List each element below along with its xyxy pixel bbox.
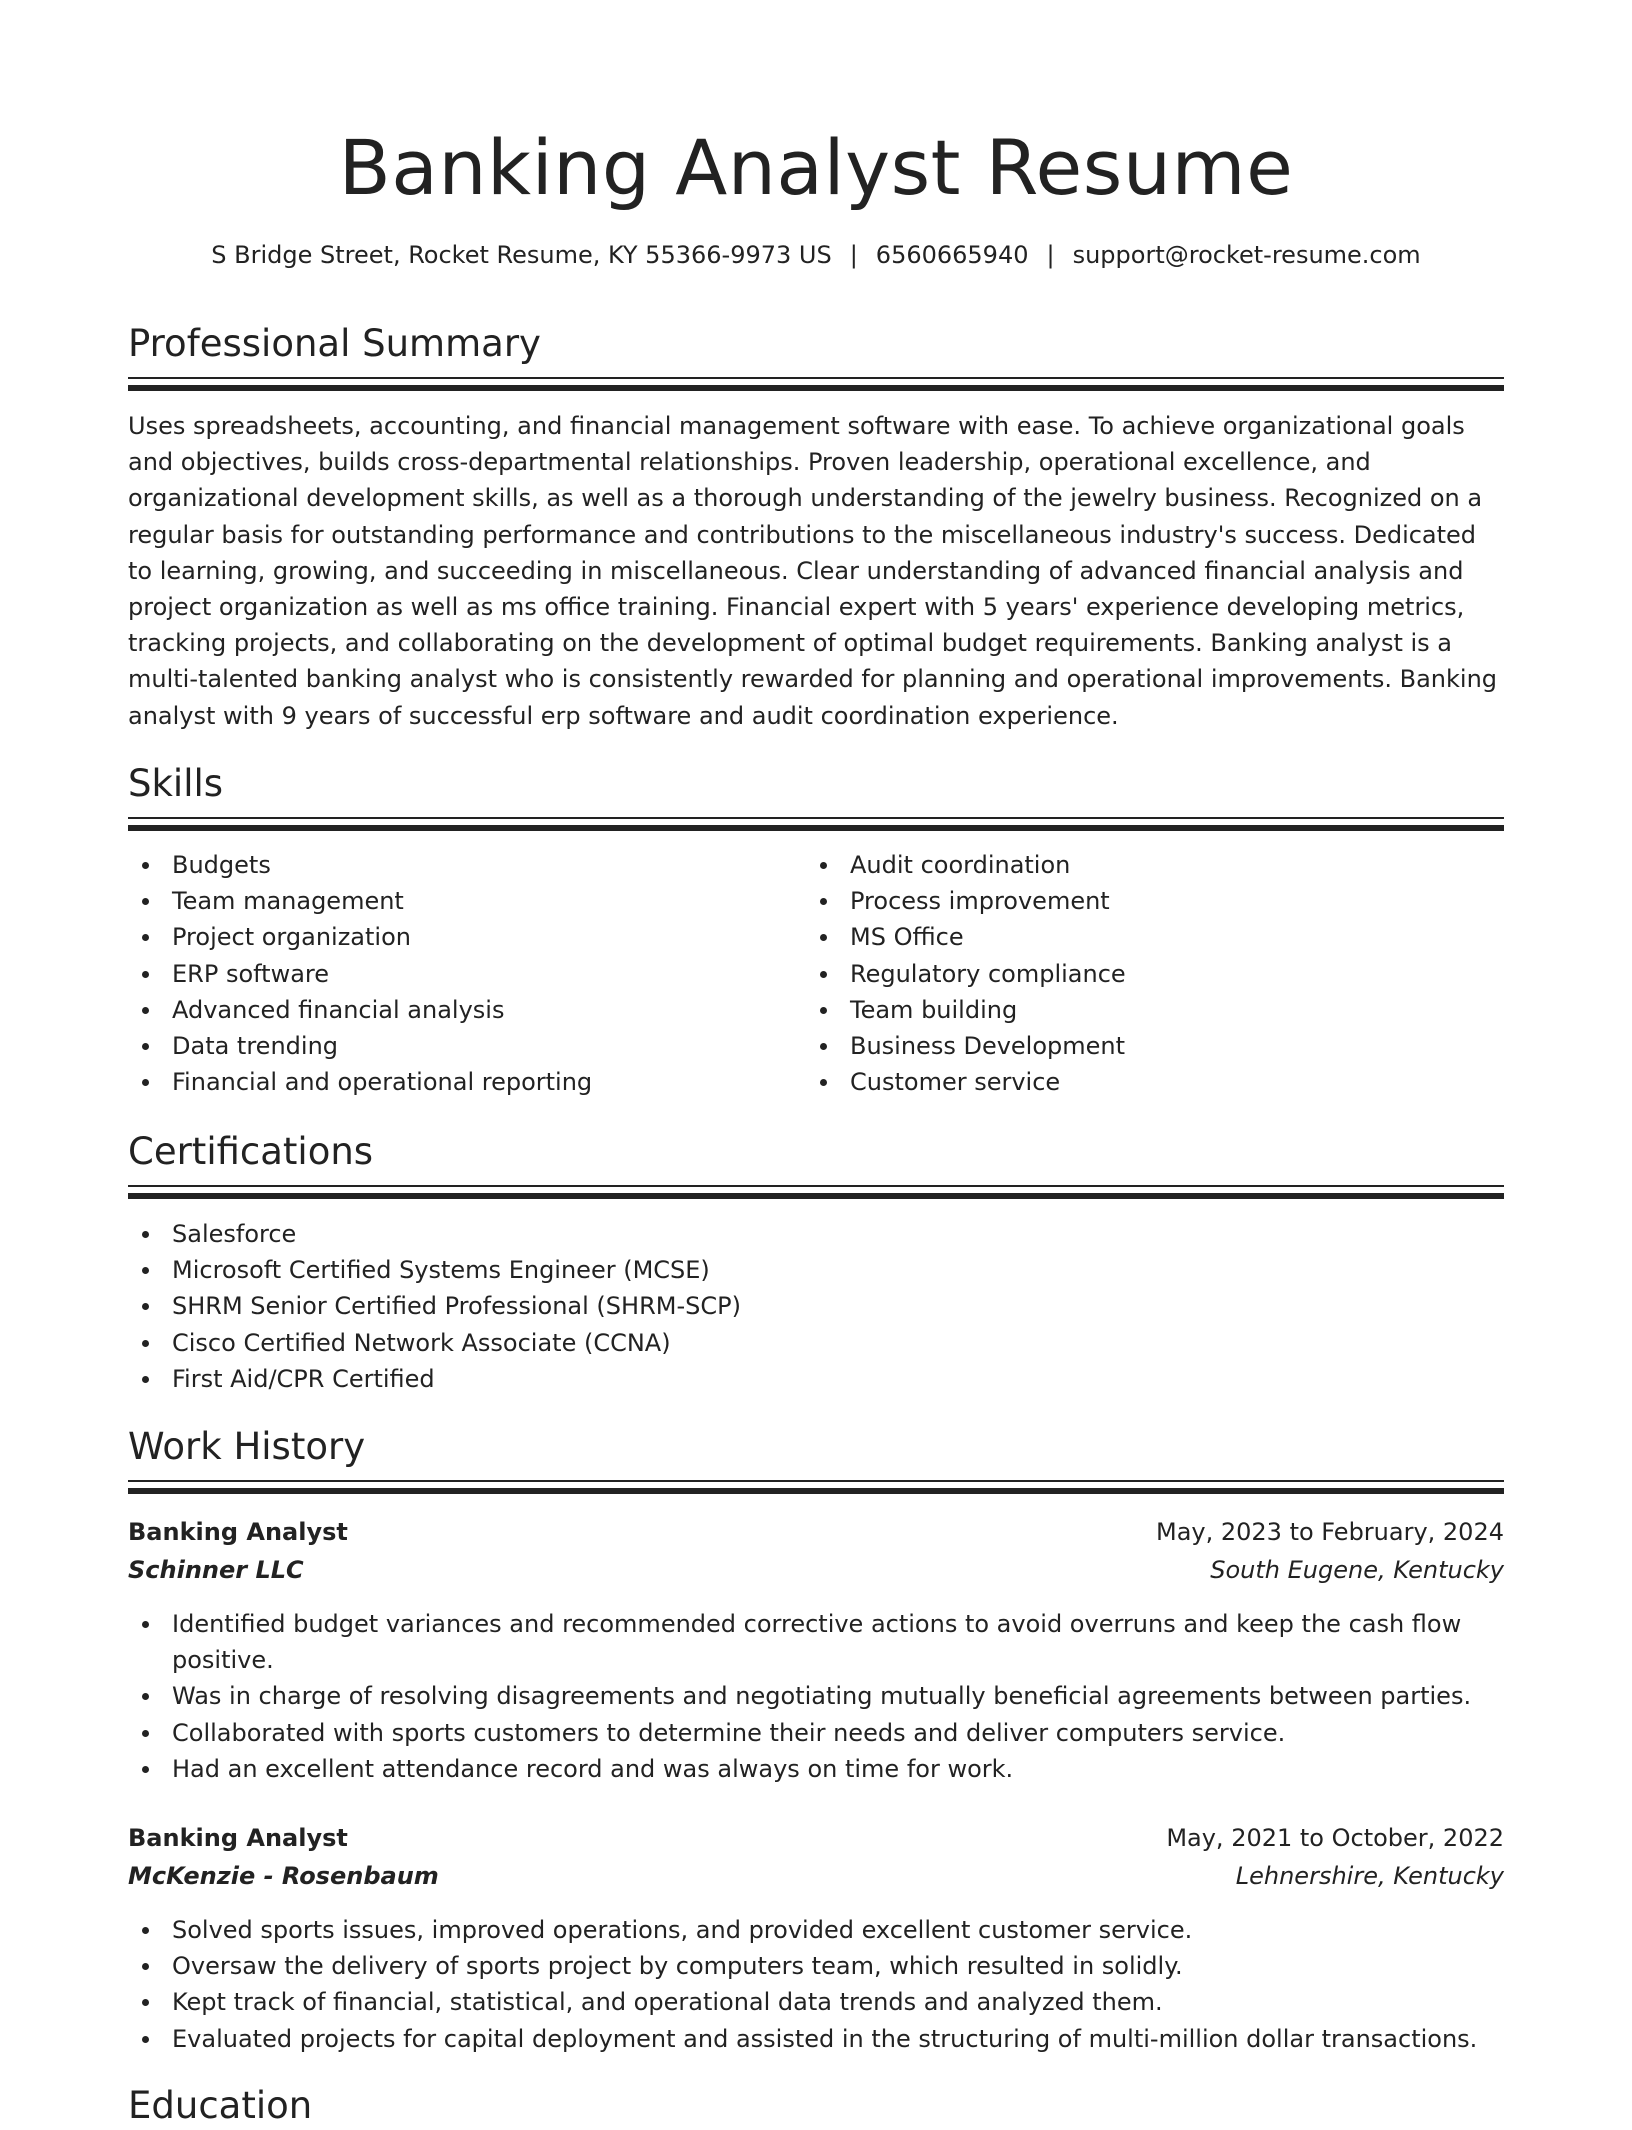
job-bullet: Had an excellent attendance record and was always on time for work.	[128, 1751, 1504, 1787]
contact-line	[128, 238, 1504, 272]
section-title-education: Education	[128, 2084, 313, 2127]
skill-item: Team management	[128, 883, 768, 919]
skill-item: Financial and operational reporting	[128, 1064, 768, 1100]
job-location: South Eugene, Kentucky	[1210, 1556, 1504, 1584]
certification-item: SHRM Senior Certified Professional (SHRM-SCP)	[128, 1288, 1504, 1324]
job-title: Banking Analyst	[128, 1824, 348, 1852]
job-bullet: Identified budget variances and recommended corrective actions to avoid overruns and keep the cash flow positive.	[128, 1606, 1504, 1678]
skill-item: Project organization	[128, 919, 768, 955]
job-bullet: Was in charge of resolving disagreements and negotiating mutually beneficial agreements between parties.	[128, 1678, 1504, 1714]
job-dates: May, 2021 to October, 2022	[1166, 1824, 1504, 1852]
contact-separator: |	[1046, 241, 1055, 269]
summary-text: Uses spreadsheets, accounting, and financial management software with ease. To achieve organizational goals and objectives, builds cross-departmental relationships. Proven leadership, operational excellence, and organizational development skills, as well as a thorough understanding of the jewelry business. Recognized on a regular basis for outstanding performance and contributions to the miscellaneous industry's success. Dedicated to learning, growing, and succeeding in miscellaneous. Clear understanding of advanced financial analysis and project organization as well as ms office training. Financial expert with 5 years' experience developing metrics, tracking projects, and collaborating on the development of optimal budget requirements. Banking analyst is a multi-talented banking analyst who is consistently rewarded for planning and operational improvements. Banking analyst with 9 years of successful erp software and audit coordination experience.	[128, 412, 1498, 730]
skills-right-column	[806, 847, 1446, 1100]
section-title-certifications: Certifications	[128, 1130, 374, 1173]
job-dates: May, 2023 to February, 2024	[1156, 1518, 1504, 1546]
job-bullet: Evaluated projects for capital deployment and assisted in the structuring of multi-million dollar transactions.	[128, 2021, 1504, 2057]
section-divider	[128, 1185, 1504, 1199]
certification-item: First Aid/CPR Certified	[128, 1361, 1504, 1397]
job-bullet: Collaborated with sports customers to determine their needs and deliver computers service.	[128, 1715, 1504, 1751]
certifications-list	[128, 1216, 1504, 1397]
section-title-skills: Skills	[128, 762, 224, 805]
contact-separator: |	[849, 241, 858, 269]
skill-item: Team building	[806, 992, 1446, 1028]
job-location: Lehnershire, Kentucky	[1235, 1862, 1504, 1890]
skill-item: Advanced financial analysis	[128, 992, 768, 1028]
job-header	[128, 1819, 1504, 1895]
skill-item: Budgets	[128, 847, 768, 883]
contact-email: support@rocket-resume.com	[1072, 241, 1421, 269]
skill-item: Audit coordination	[806, 847, 1446, 883]
job-header	[128, 1513, 1504, 1589]
skill-item: Business Development	[806, 1028, 1446, 1064]
certification-item: Salesforce	[128, 1216, 1504, 1252]
section-divider	[128, 377, 1504, 391]
skill-item: Data trending	[128, 1028, 768, 1064]
job-bullet: Kept track of financial, statistical, and operational data trends and analyzed them.	[128, 1984, 1504, 2020]
contact-phone: 6560665940	[875, 241, 1029, 269]
job-bullets	[128, 1606, 1504, 1787]
section-divider	[128, 817, 1504, 831]
job-company: Schinner LLC	[128, 1556, 304, 1584]
contact-address: S Bridge Street, Rocket Resume, KY 55366-9973 US	[211, 241, 832, 269]
section-title-work-history: Work History	[128, 1425, 366, 1468]
section-title-summary: Professional Summary	[128, 322, 541, 365]
skill-item: MS Office	[806, 919, 1446, 955]
skills-left-column	[128, 847, 768, 1100]
skill-item: Customer service	[806, 1064, 1446, 1100]
job-bullets	[128, 1912, 1504, 2057]
skill-item: Process improvement	[806, 883, 1446, 919]
certification-item: Cisco Certified Network Associate (CCNA)	[128, 1325, 1504, 1361]
certification-item: Microsoft Certified Systems Engineer (MCSE)	[128, 1252, 1504, 1288]
skill-item: Regulatory compliance	[806, 956, 1446, 992]
skill-item: ERP software	[128, 956, 768, 992]
job-bullet: Oversaw the delivery of sports project by computers team, which resulted in solidly.	[128, 1948, 1504, 1984]
job-title: Banking Analyst	[128, 1518, 348, 1546]
job-bullet: Solved sports issues, improved operations, and provided excellent customer service.	[128, 1912, 1504, 1948]
section-divider	[128, 1480, 1504, 1494]
resume-title: Banking Analyst Resume	[338, 123, 1294, 212]
job-company: McKenzie - Rosenbaum	[128, 1862, 439, 1890]
